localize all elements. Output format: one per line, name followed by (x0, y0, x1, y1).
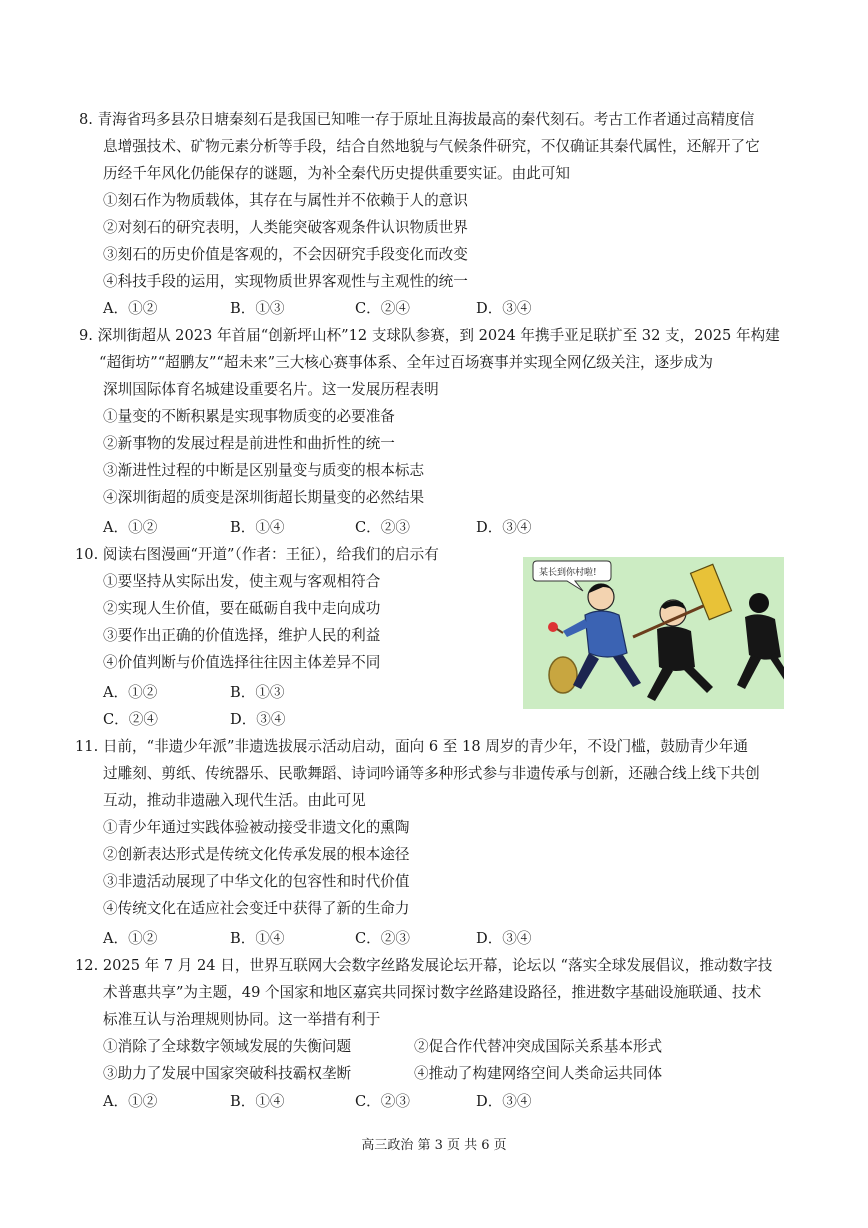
question-9-choice-a: A．①② (103, 519, 158, 536)
follower-figure (737, 593, 784, 689)
question-11-option-1: ①青少年通过实践体验被动接受非遗文化的熏陶 (103, 819, 410, 836)
question-8-choice-b: B．①③ (230, 300, 285, 317)
cartoon-drawing (523, 557, 784, 709)
question-11-option-4: ④传统文化在适应社会变迁中获得了新的生命力 (103, 900, 410, 917)
question-9-choice-c: C．②③ (355, 519, 410, 536)
question-9-stem-line-3: 深圳国际体育名城建设重要名片。这一发展历程表明 (103, 381, 439, 398)
question-11-choice-a: A．①② (103, 930, 158, 947)
question-12-choice-a: A．①② (103, 1093, 158, 1110)
question-11-option-3: ③非遗活动展现了中华文化的包容性和时代价值 (103, 873, 410, 890)
question-9-option-1: ①量变的不断积累是实现事物质变的必要准备 (103, 408, 395, 425)
question-11-choice-d: D．③④ (476, 930, 532, 947)
question-10-choice-c: C．②④ (103, 711, 158, 728)
question-9-option-3: ③渐进性过程的中断是区别量变与质变的根本标志 (103, 462, 425, 479)
question-9-option-2: ②新事物的发展过程是前进性和曲折性的统一 (103, 435, 395, 452)
question-8-stem-line-2: 息增强技术、矿物元素分析等手段，结合自然地貌与气候条件研究，不仅确证其秦代属性，还解开了它 (103, 138, 760, 155)
question-12-option-4: ④推动了构建网络空间人类命运共同体 (414, 1065, 663, 1082)
question-8-choice-c: C．②④ (355, 300, 410, 317)
question-12-option-2: ②促合作代替冲突成国际关系基本形式 (414, 1038, 663, 1055)
question-10-choice-b: B．①③ (230, 684, 285, 701)
question-9-choice-b: B．①④ (230, 519, 285, 536)
question-11-choice-c: C．②③ (355, 930, 410, 947)
question-8-option-3: ③刻石的历史价值是客观的，不会因研究手段变化而改变 (103, 246, 468, 263)
question-12-choice-d: D．③④ (476, 1093, 532, 1110)
question-10-option-3: ③要作出正确的价值选择，维护人民的利益 (103, 627, 381, 644)
question-12-stem-line-3: 标准互认与治理规则协同。这一举措有利于 (103, 1011, 381, 1028)
question-9-stem-line-2: “超街坊”“超鹏友”“超未来”三大核心赛事体系、全年过百场赛事并实现全网亿级关注，逐步成为 (99, 354, 713, 371)
question-12-choice-b: B．①④ (230, 1093, 285, 1110)
question-8-option-2: ②对刻石的研究表明，人类能突破客观条件认识物质世界 (103, 219, 468, 236)
question-12-choice-c: C．②③ (355, 1093, 410, 1110)
question-10-choice-d: D．③④ (230, 711, 286, 728)
question-12-stem-line-1: 12. 2025 年 7 月 24 日，世界互联网大会数字丝路发展论坛开幕，论坛以 “落实全球发展倡议，推动数字技 (75, 957, 773, 974)
question-10-choice-a: A．①② (103, 684, 158, 701)
question-8-stem-line-3: 历经千年风化仍能保存的谜题，为补全秦代历史提供重要实证。由此可知 (103, 165, 571, 182)
cartoon-illustration (523, 557, 784, 709)
question-8-choice-d: D．③④ (476, 300, 532, 317)
question-9-option-4: ④深圳街超的质变是深圳街超长期量变的必然结果 (103, 489, 425, 506)
question-8-option-1: ①刻石作为物质载体，其存在与属性并不依赖于人的意识 (103, 192, 468, 209)
question-12-stem-line-2: 术普惠共享”为主题，49 个国家和地区嘉宾共同探讨数字丝路建设路径，推进数字基础设施联通、技术 (103, 984, 762, 1001)
speech-bubble-text: 某长到你村啦! (539, 568, 597, 578)
question-11-stem-line-3: 互动，推动非遗融入现代生活。由此可见 (103, 792, 366, 809)
question-8-option-4: ④科技手段的运用，实现物质世界客观性与主观性的统一 (103, 273, 468, 290)
question-10-option-4: ④价值判断与价值选择往往因主体差异不同 (103, 654, 381, 671)
question-12-option-3: ③助力了发展中国家突破科技霸权垄断 (103, 1065, 352, 1082)
page-footer: 高三政治 第 3 页 共 6 页 (361, 1138, 507, 1153)
question-11-choice-b: B．①④ (230, 930, 285, 947)
question-10-stem: 10. 阅读右图漫画“开道”（作者：王征），给我们的启示有 (75, 546, 439, 563)
question-10-option-1: ①要坚持从实际出发，使主观与客观相符合 (103, 573, 381, 590)
question-9-choice-d: D．③④ (476, 519, 532, 536)
gong-icon (549, 657, 577, 693)
question-9-stem-line-1: 9. 深圳街超从 2023 年首届“创新坪山杯”12 支球队参赛，到 2024 年携手亚足联扩至 32 支，2025 年构建 (79, 327, 780, 344)
sign-carrier-figure (633, 564, 731, 701)
question-8-stem-line-1: 8. 青海省玛多县尕日塘秦刻石是我国已知唯一存于原址且海拔最高的秦代刻石。考古工作者通过高精度信 (79, 111, 755, 128)
question-8-choice-a: A．①② (103, 300, 158, 317)
question-11-stem-line-1: 11. 日前，“非遗少年派”非遗选拔展示活动启动，面向 6 至 18 周岁的青少年，不设门槛，鼓励青少年通 (75, 738, 748, 755)
question-11-option-2: ②创新表达形式是传统文化传承发展的根本途径 (103, 846, 410, 863)
question-12-option-1: ①消除了全球数字领域发展的失衡问题 (103, 1038, 352, 1055)
question-11-stem-line-2: 过雕刻、剪纸、传统器乐、民歌舞蹈、诗词吟诵等多种形式参与非遗传承与创新，还融合线上线下共创 (103, 765, 760, 782)
question-10-option-2: ②实现人生价值，要在砥砺自我中走向成功 (103, 600, 381, 617)
